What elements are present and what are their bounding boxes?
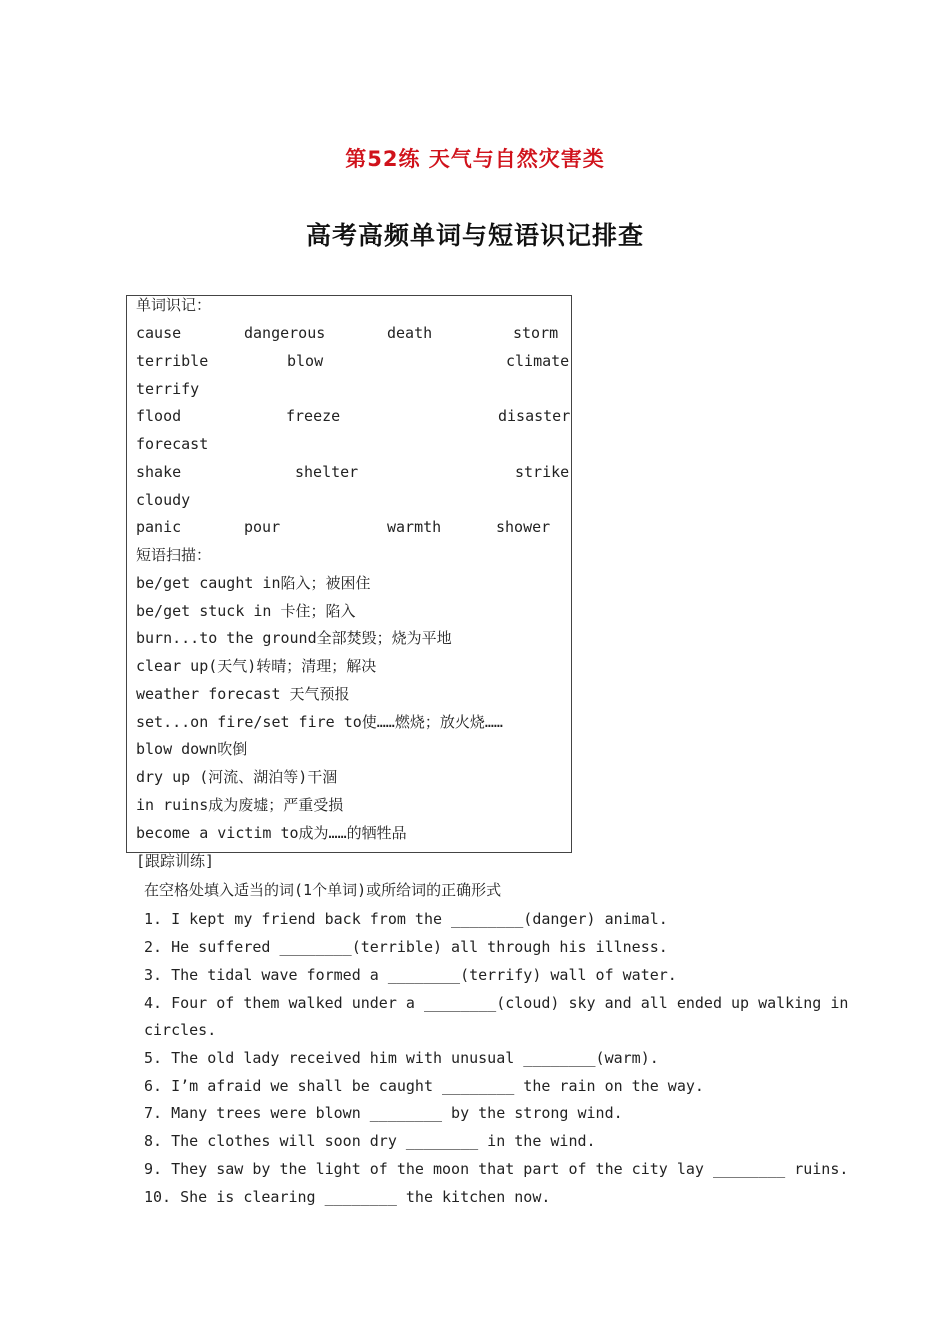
vocab-word: terrible bbox=[136, 352, 209, 370]
exercise-item: 10. She is clearing ________ the kitchen now. bbox=[144, 1188, 551, 1206]
vocab-word: dangerous bbox=[244, 324, 326, 342]
phrase-item: clear up(天气)转晴；清理；解决 bbox=[136, 657, 377, 675]
vocab-word: disaster bbox=[498, 407, 571, 425]
vocab-word: shake bbox=[136, 463, 182, 481]
exercise-item: 6. I’m afraid we shall be caught ________ the rain on the way. bbox=[144, 1077, 704, 1095]
exercise-item: 5. The old lady received him with unusual ________(warm). bbox=[144, 1049, 659, 1067]
exercise-item-continuation: circles. bbox=[144, 1021, 217, 1039]
lesson-title: 第52练 天气与自然灾害类 bbox=[345, 147, 605, 171]
vocab-word: flood bbox=[136, 407, 182, 425]
vocab-word: storm bbox=[513, 324, 559, 342]
vocab-word: warmth bbox=[387, 518, 442, 536]
phrase-item: dry up (河流、湖泊等)干涸 bbox=[136, 768, 338, 786]
exercise-item: 8. The clothes will soon dry ________ in the wind. bbox=[144, 1132, 596, 1150]
exercise-item: 1. I kept my friend back from the ________(danger) animal. bbox=[144, 910, 668, 928]
vocab-word: blow bbox=[287, 352, 324, 370]
exercise-item: 4. Four of them walked under a ________(cloud) sky and all ended up walking in bbox=[144, 994, 849, 1012]
vocab-word: freeze bbox=[286, 407, 341, 425]
exercise-item: 9. They saw by the light of the moon that part of the city lay ________ ruins. bbox=[144, 1160, 849, 1178]
vocab-word: shower bbox=[496, 518, 551, 536]
vocab-word: pour bbox=[244, 518, 281, 536]
exercise-instruction: 在空格处填入适当的词(1个单词)或所给词的正确形式 bbox=[144, 881, 502, 899]
vocab-word: cloudy bbox=[136, 491, 191, 509]
exercise-item: 3. The tidal wave formed a ________(terrify) wall of water. bbox=[144, 966, 677, 984]
vocab-word: shelter bbox=[295, 463, 359, 481]
vocab-word: death bbox=[387, 324, 433, 342]
exercise-item: 2. He suffered ________(terrible) all through his illness. bbox=[144, 938, 668, 956]
phrases-heading: 短语扫描： bbox=[136, 546, 212, 564]
vocab-heading: 单词识记： bbox=[136, 296, 212, 314]
vocab-word: panic bbox=[136, 518, 182, 536]
vocab-word: cause bbox=[136, 324, 182, 342]
phrase-item: become a victim to成为……的牺牲品 bbox=[136, 824, 407, 842]
exercise-item: 7. Many trees were blown ________ by the strong wind. bbox=[144, 1104, 623, 1122]
vocab-word: terrify bbox=[136, 380, 200, 398]
exercise-section-label: [跟踪训练] bbox=[136, 852, 215, 870]
page-title: 高考高频单词与短语识记排查 bbox=[305, 221, 644, 250]
phrase-item: in ruins成为废墟；严重受损 bbox=[136, 796, 344, 814]
vocab-word: climate bbox=[506, 352, 570, 370]
phrase-item: be/get caught in陷入；被困住 bbox=[136, 574, 371, 592]
phrase-item: blow down吹倒 bbox=[136, 740, 248, 758]
phrase-item: burn...to the ground全部焚毁；烧为平地 bbox=[136, 629, 452, 647]
phrase-item: be/get stuck in 卡住；陷入 bbox=[136, 602, 356, 620]
vocab-word: strike bbox=[515, 463, 570, 481]
vocab-word: forecast bbox=[136, 435, 209, 453]
phrase-item: set...on fire/set fire to使……燃烧；放火烧…… bbox=[136, 713, 503, 731]
phrase-item: weather forecast 天气预报 bbox=[136, 685, 350, 703]
